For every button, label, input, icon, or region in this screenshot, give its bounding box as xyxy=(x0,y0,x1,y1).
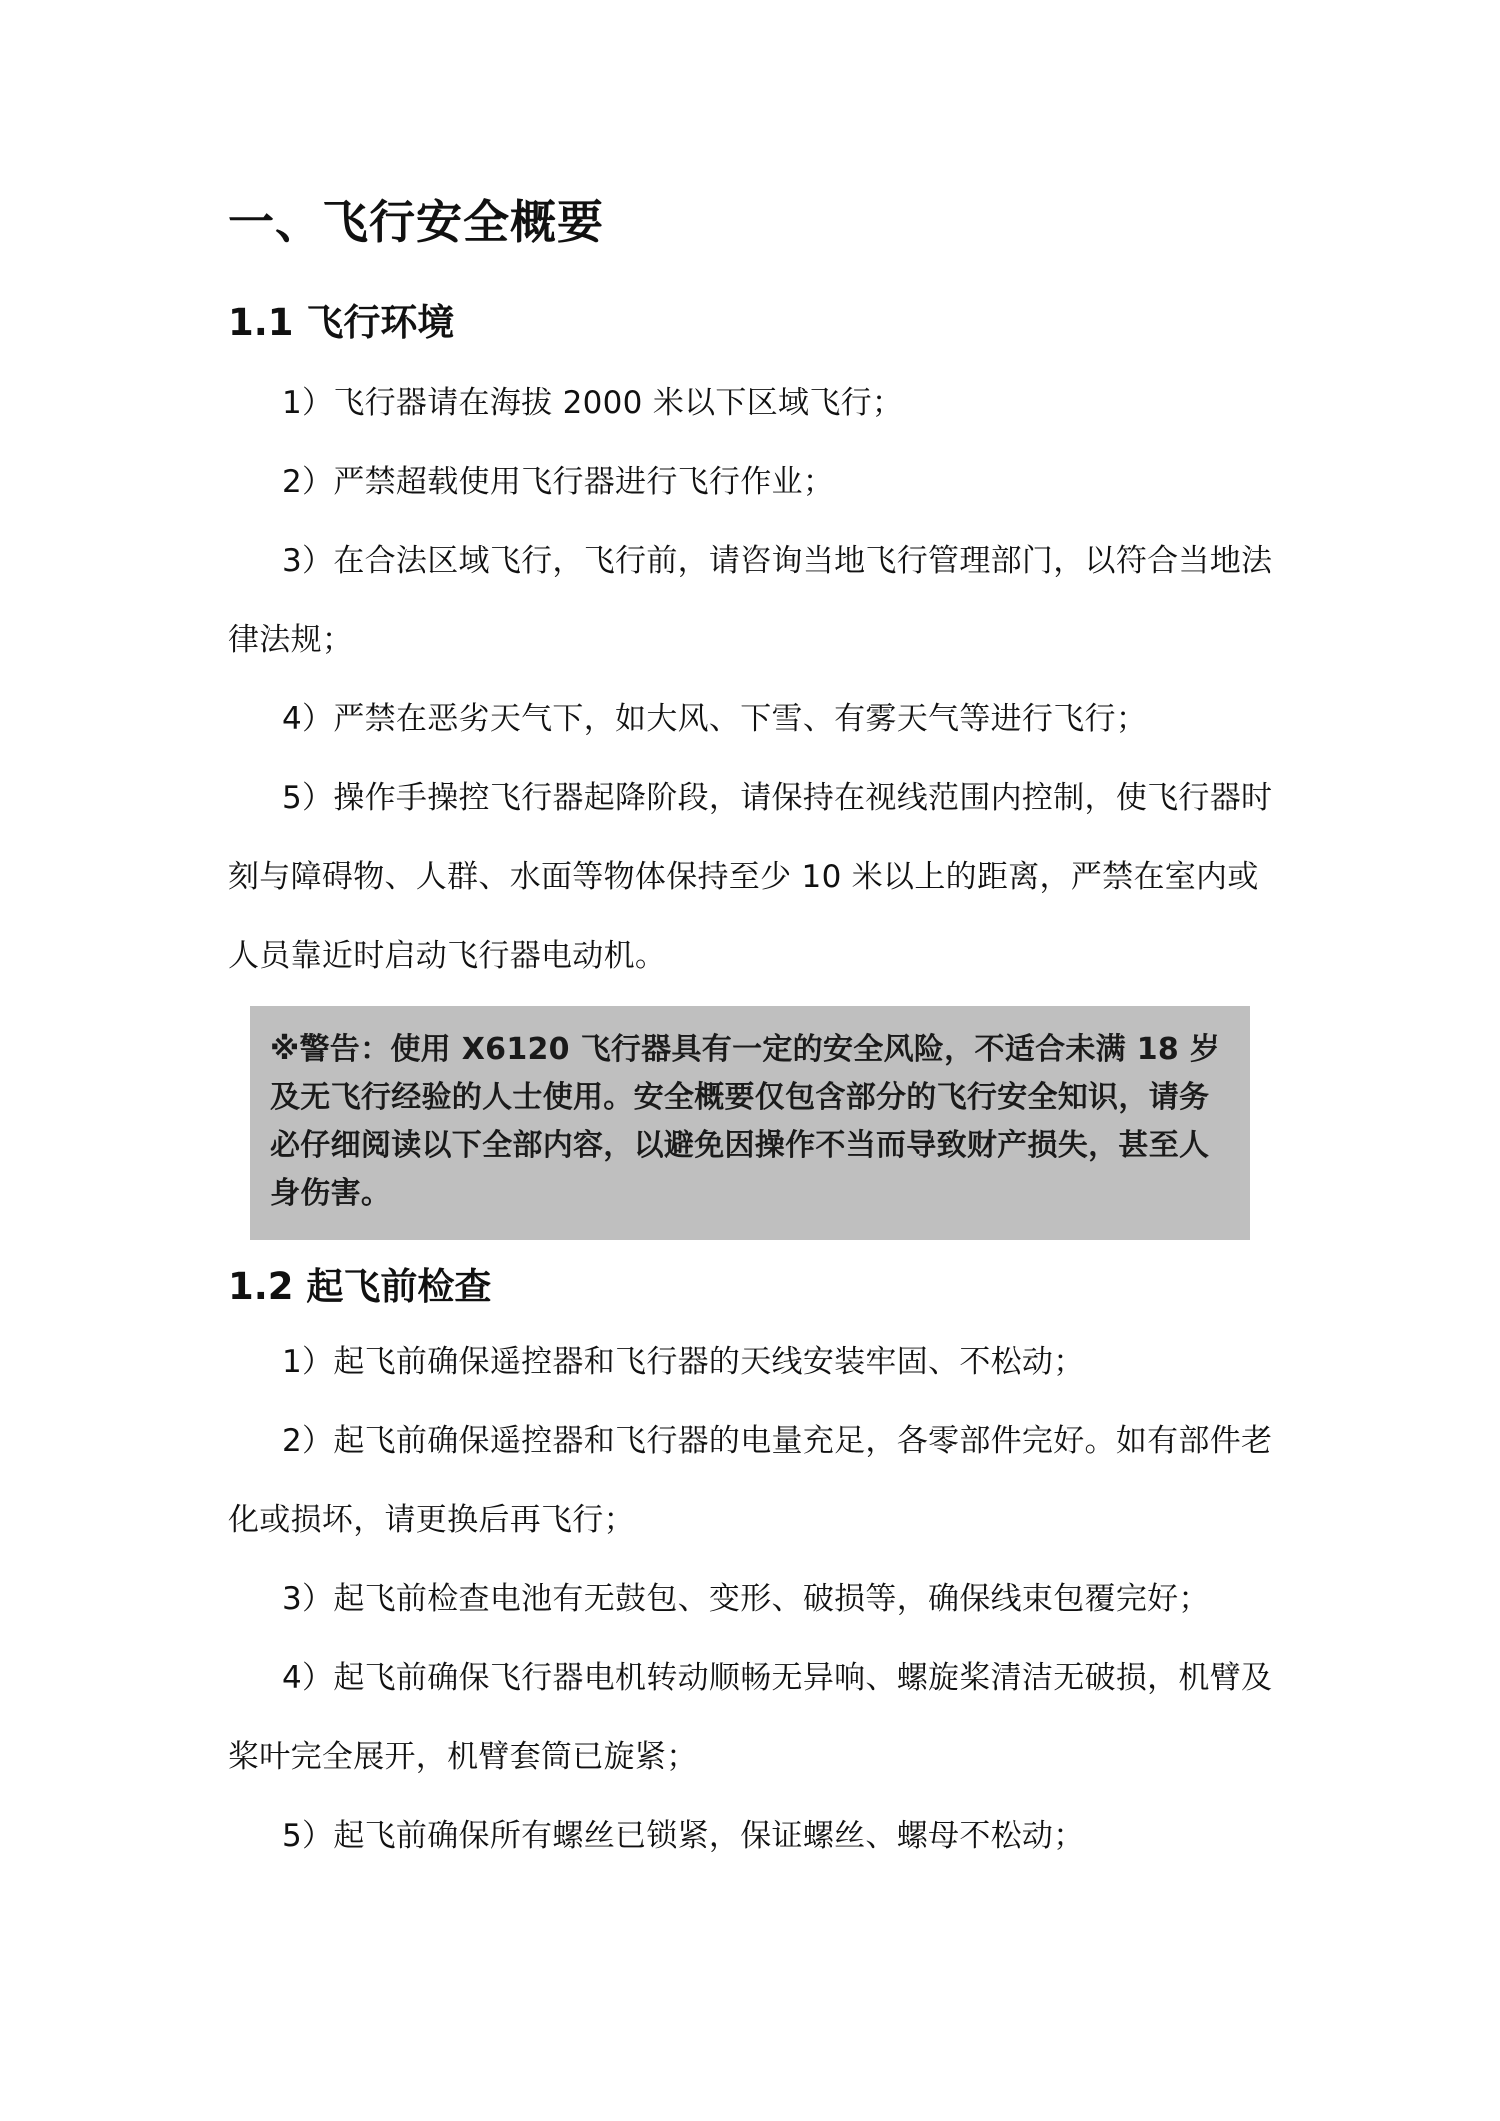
list-item: 3）起飞前检查电池有无鼓包、变形、破损等，确保线束包覆完好； xyxy=(282,1581,1210,1617)
warning-box xyxy=(250,1006,1250,1240)
list-item: 3）在合法区域飞行，飞行前，请咨询当地飞行管理部门，以符合当地法律法规； xyxy=(228,543,1273,658)
chapter-title: 一、飞行安全概要 xyxy=(228,195,604,249)
list-item: 5）起飞前确保所有螺丝已锁紧，保证螺丝、螺母不松动； xyxy=(282,1818,1085,1854)
warning-text: ※警告：使用 X6120 飞行器具有一定的安全风险，不适合未满 18 岁及无飞行经验的人士使用。安全概要仅包含部分的飞行安全知识，请务必仔细阅读以下全部内容，以避免因操作不当而导致财产损失，甚至人身伤害。 xyxy=(270,1032,1221,1211)
list-item: 1）起飞前确保遥控器和飞行器的天线安装牢固、不松动； xyxy=(282,1344,1085,1380)
list-item: 1）飞行器请在海拔 2000 米以下区域飞行； xyxy=(282,385,904,421)
list-item: 5）操作手操控飞行器起降阶段，请保持在视线范围内控制，使飞行器时刻与障碍物、人群、水面等物体保持至少 10 米以上的距离，严禁在室内或人员靠近时启动飞行器电动机。 xyxy=(228,780,1273,974)
section-heading-preflight-check: 1.2 起飞前检查 xyxy=(228,1265,492,1308)
section-heading-environment: 1.1 飞行环境 xyxy=(228,301,455,344)
list-item: 4）严禁在恶劣天气下，如大风、下雪、有雾天气等进行飞行； xyxy=(282,701,1148,737)
list-item: 4）起飞前确保飞行器电机转动顺畅无异响、螺旋桨清洁无破损，机臂及桨叶完全展开，机臂套筒已旋紧； xyxy=(228,1660,1273,1775)
list-item: 2）严禁超载使用飞行器进行飞行作业； xyxy=(282,464,835,500)
list-item: 2）起飞前确保遥控器和飞行器的电量充足，各零部件完好。如有部件老化或损坏，请更换后再飞行； xyxy=(228,1423,1273,1538)
